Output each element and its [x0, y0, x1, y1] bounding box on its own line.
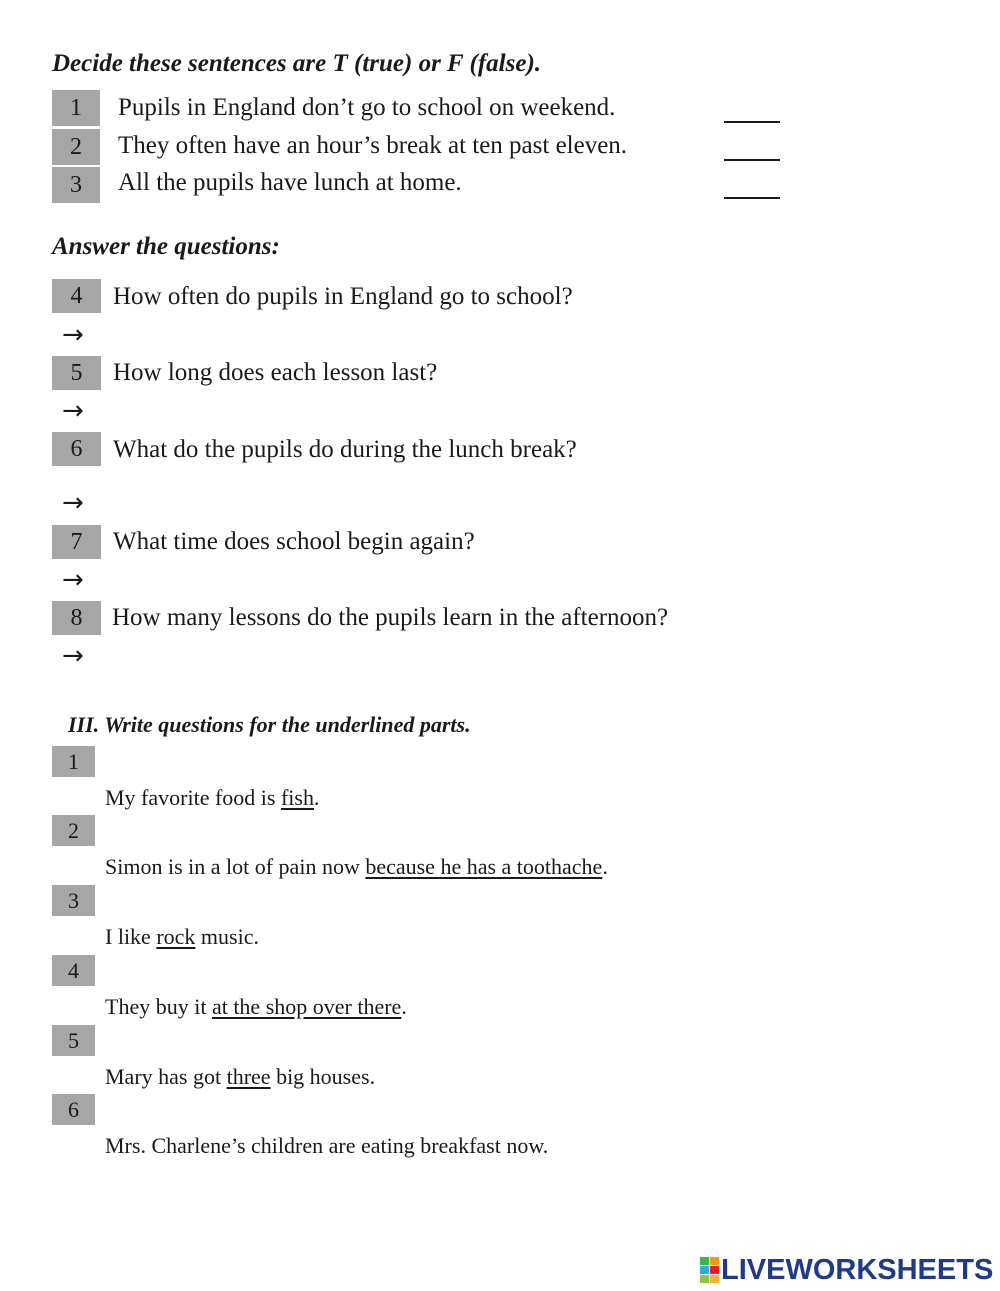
question-number-8: 8 [52, 601, 101, 635]
exercise-number-5: 5 [52, 1025, 95, 1056]
tf-number-2: 2 [52, 129, 100, 165]
question-4: How often do pupils in England go to school? [113, 283, 573, 310]
logo-text: LIVEWORKSHEETS [721, 1253, 994, 1286]
question-6: What do the pupils do during the lunch break? [113, 436, 577, 463]
exercise-number-6: 6 [52, 1094, 95, 1125]
exercise-sentence-2: Simon is in a lot of pain now because he has a toothache. [105, 854, 608, 879]
question-7: What time does school begin again? [113, 528, 475, 555]
tf-answer-blank-1[interactable] [724, 121, 780, 123]
liveworksheets-logo[interactable] [700, 1253, 994, 1286]
section1-heading: Decide these sentences are T (true) or F (false). [52, 50, 542, 77]
exercise-sentence-6: Mrs. Charlene’s children are eating breakfast now. [105, 1133, 549, 1158]
underlined-part: at the shop over there [211, 994, 402, 1019]
underlined-part: because he has a toothache [365, 854, 603, 879]
logo-square [710, 1266, 719, 1274]
logo-square [700, 1275, 709, 1283]
exercise-number-3: 3 [52, 885, 95, 916]
section2-heading: Answer the questions: [52, 233, 280, 260]
logo-square [710, 1275, 719, 1283]
exercise-sentence-3: I like rock music. [105, 924, 259, 949]
exercise-number-1: 1 [52, 746, 95, 777]
section3-heading: III. Write questions for the underlined parts. [68, 712, 471, 737]
question-number-7: 7 [52, 525, 101, 559]
question-5: How long does each lesson last? [113, 359, 438, 386]
answer-arrow-icon: → [62, 565, 84, 595]
tf-answer-blank-2[interactable] [724, 159, 780, 161]
question-number-4: 4 [52, 279, 101, 313]
tf-answer-blank-3[interactable] [724, 197, 780, 199]
answer-arrow-icon: → [62, 396, 84, 426]
exercise-number-2: 2 [52, 815, 95, 846]
tf-number-3: 3 [52, 167, 100, 203]
logo-squares-icon [700, 1257, 719, 1283]
question-number-5: 5 [52, 356, 101, 390]
answer-arrow-icon: → [62, 488, 84, 518]
logo-square [710, 1257, 719, 1265]
question-number-6: 6 [52, 432, 101, 466]
tf-sentence-1: Pupils in England don’t go to school on weekend. [118, 94, 616, 121]
tf-sentence-2: They often have an hour’s break at ten past eleven. [118, 132, 628, 159]
tf-number-1: 1 [52, 90, 100, 126]
exercise-sentence-4: They buy it at the shop over there. [105, 994, 407, 1019]
answer-arrow-icon: → [62, 320, 84, 350]
underlined-part: fish [280, 785, 314, 810]
exercise-sentence-1: My favorite food is fish. [105, 785, 320, 810]
logo-square [700, 1266, 709, 1274]
tf-sentence-3: All the pupils have lunch at home. [118, 169, 462, 196]
underlined-part: three [226, 1064, 271, 1089]
logo-square [700, 1257, 709, 1265]
exercise-number-4: 4 [52, 955, 95, 986]
underlined-part: rock [156, 924, 196, 949]
question-8: How many lessons do the pupils learn in the afternoon? [112, 604, 669, 631]
answer-arrow-icon: → [62, 641, 84, 671]
exercise-sentence-5: Mary has got three big houses. [105, 1064, 376, 1089]
